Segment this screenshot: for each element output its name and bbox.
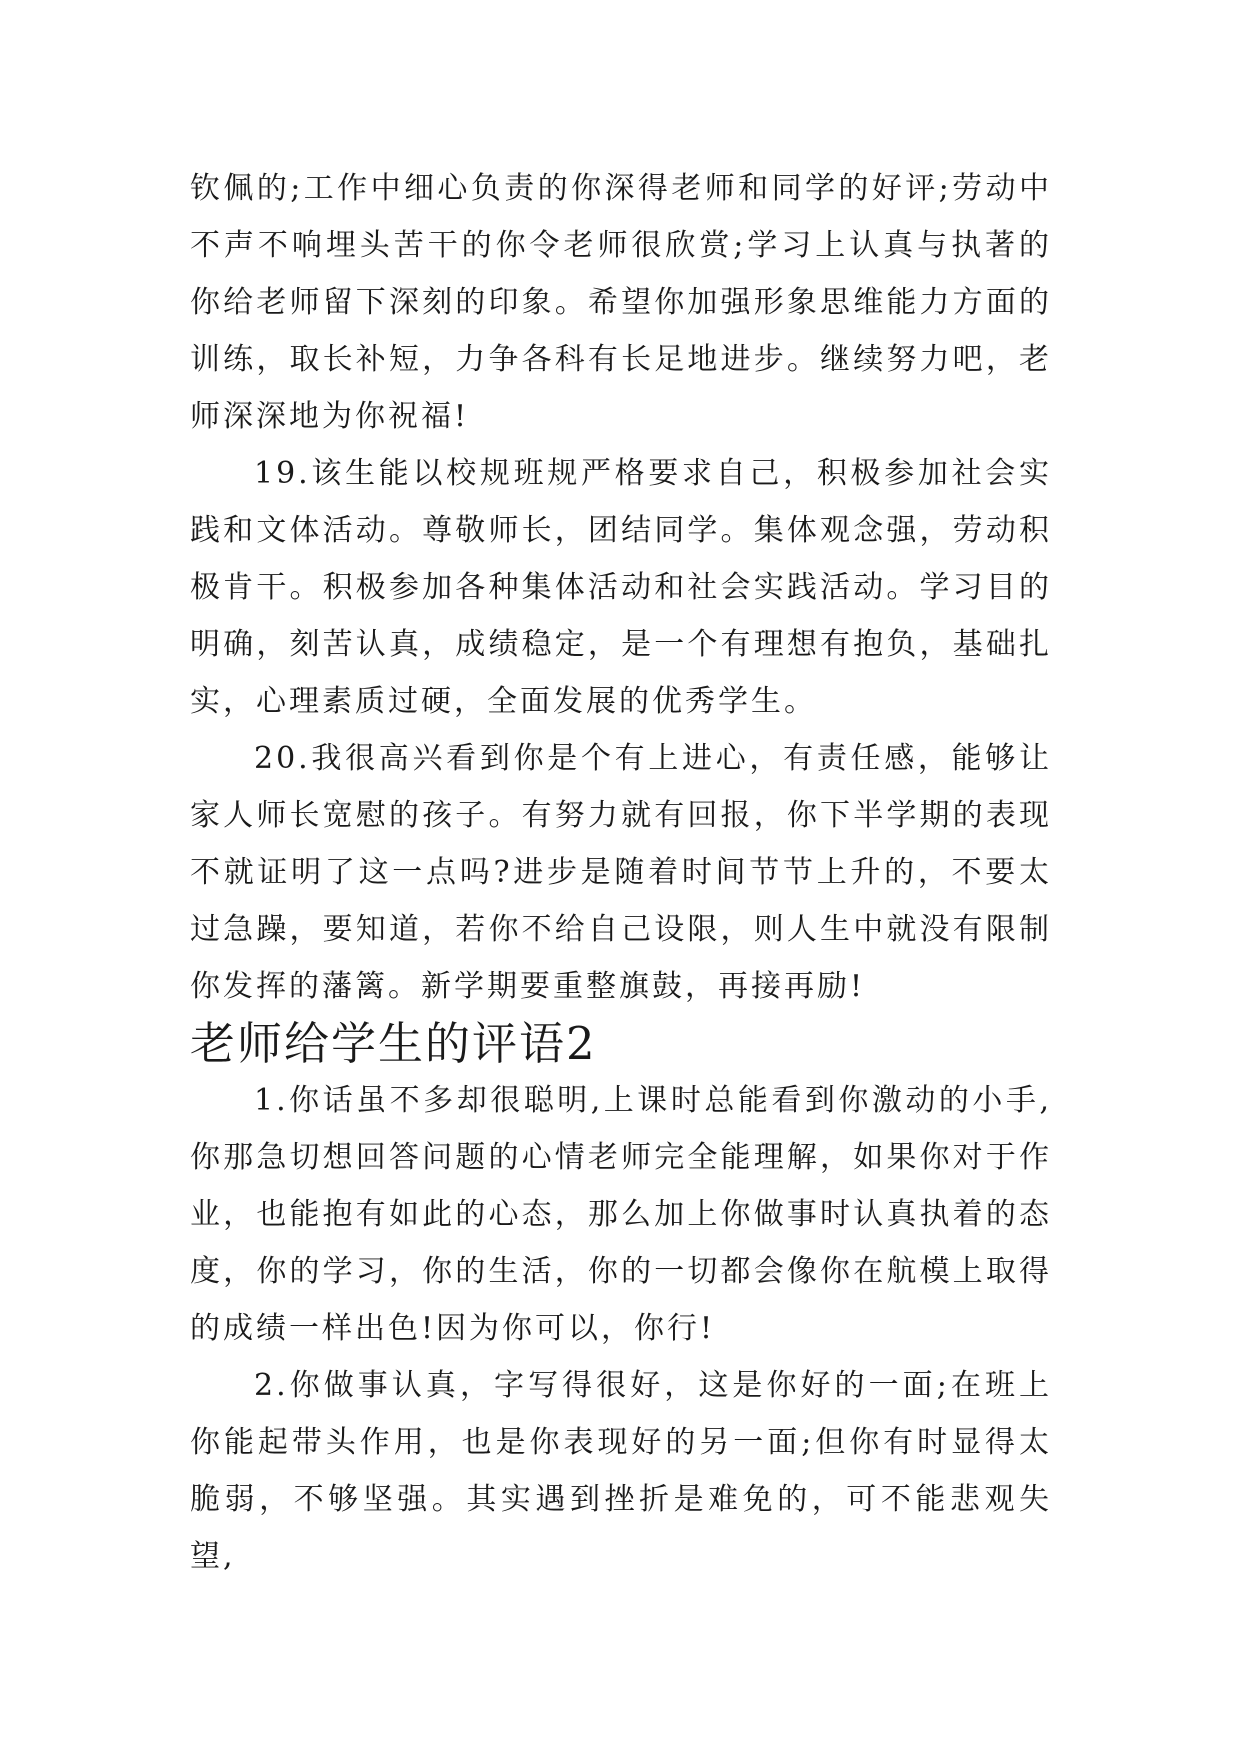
paragraph-item-19: 19.该生能以校规班规严格要求自己，积极参加社会实践和文体活动。尊敬师长，团结同学。集体观念强，劳动积极肯干。积极参加各种集体活动和社会实践活动。学习目的明确，刻苦认真，成绩稳定，是一个有理想有抱负，基础扎实，心理素质过硬，全面发展的优秀学生。 bbox=[190, 456, 1052, 719]
paragraph-continuation: 钦佩的;工作中细心负责的你深得老师和同学的好评;劳动中不声不响埋头苦干的你令老师很欣赏;学习上认真与执著的你给老师留下深刻的印象。希望你加强形象思维能力方面的训练，取长补短，力争各科有长足地进步。继续努力吧，老师深深地为你祝福! bbox=[190, 171, 1052, 434]
paragraph-section-item-1: 1.你话虽不多却很聪明,上课时总能看到你激动的小手,你那急切想回答问题的心情老师完全能理解，如果你对于作业，也能抱有如此的心态，那么加上你做事时认真执着的态度，你的学习，你的生活，你的一切都会像你在航模上取得的成绩一样出色!因为你可以，你行! bbox=[190, 1083, 1052, 1346]
paragraph-section-item-2: 2.你做事认真，字写得很好，这是你好的一面;在班上你能起带头作用，也是你表现好的另一面;但你有时显得太脆弱，不够坚强。其实遇到挫折是难免的，可不能悲观失望, bbox=[190, 1368, 1052, 1574]
document-body bbox=[190, 160, 1052, 1585]
section-heading: 老师给学生的评语2 bbox=[190, 1017, 597, 1070]
paragraph-item-20: 20.我很高兴看到你是个有上进心，有责任感，能够让家人师长宽慰的孩子。有努力就有回报，你下半学期的表现不就证明了这一点吗?进步是随着时间节节上升的，不要太过急躁，要知道，若你不给自己设限，则人生中就没有限制你发挥的藩篱。新学期要重整旗鼓，再接再励! bbox=[190, 741, 1052, 1004]
